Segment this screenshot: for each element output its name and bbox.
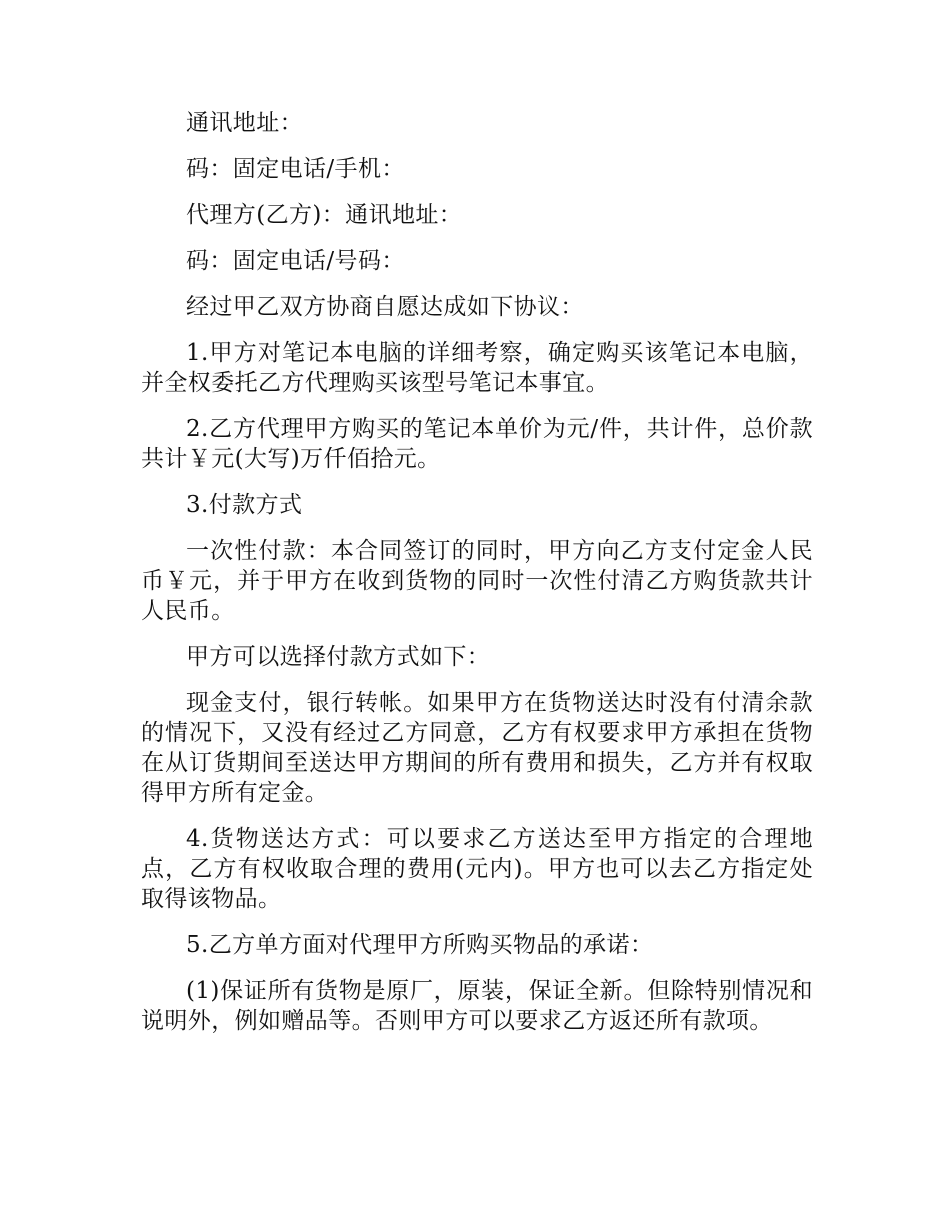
paragraph-agent-phone: 码：固定电话/号码： [186,248,405,274]
paragraph-clause-5: 5.乙方单方面对代理甲方所购买物品的承诺： [186,932,654,958]
paragraph-cash-transfer: 现金支付，银行转帐。如果甲方在货物送达时没有付清余款的情况下，又没有经过乙方同意，乙方有权要求甲方承担在货物在从订货期间至送达甲方期间的所有费用和损失，乙方并有权取得甲方所有定金。 [141,690,813,806]
paragraph-payment-options: 甲方可以选择付款方式如下： [186,644,491,670]
paragraph-clause-1: 1.甲方对笔记本电脑的详细考察，确定购买该笔记本电脑，并全权委托乙方代理购买该型号笔记本事宜。 [141,340,813,396]
document-page [141,108,813,1052]
paragraph-lump-sum-payment: 一次性付款：本合同签订的同时，甲方向乙方支付定金人民币￥元，并于甲方在收到货物的同时一次性付清乙方购货款共计人民币。 [141,538,813,624]
paragraph-clause-4: 4.货物送达方式：可以要求乙方送达至甲方指定的合理地点，乙方有权收取合理的费用(元内)。甲方也可以去乙方指定处取得该物品。 [141,826,813,912]
paragraph-phone: 码：固定电话/手机： [186,156,405,182]
paragraph-clause-5-1: (1)保证所有货物是原厂，原装，保证全新。但除特别情况和说明外，例如赠品等。否则甲方可以要求乙方返还所有款项。 [141,978,813,1034]
paragraph-agreement-intro: 经过甲乙双方协商自愿达成如下协议： [186,294,584,320]
paragraph-clause-3-heading: 3.付款方式 [186,492,303,518]
paragraph-agent-party: 代理方(乙方)：通讯地址： [186,202,463,228]
paragraph-mailing-address: 通讯地址： [186,110,303,136]
paragraph-clause-2: 2.乙方代理甲方购买的笔记本单价为元/件，共计件，总价款共计￥元(大写)万仟佰拾元。 [141,416,813,472]
